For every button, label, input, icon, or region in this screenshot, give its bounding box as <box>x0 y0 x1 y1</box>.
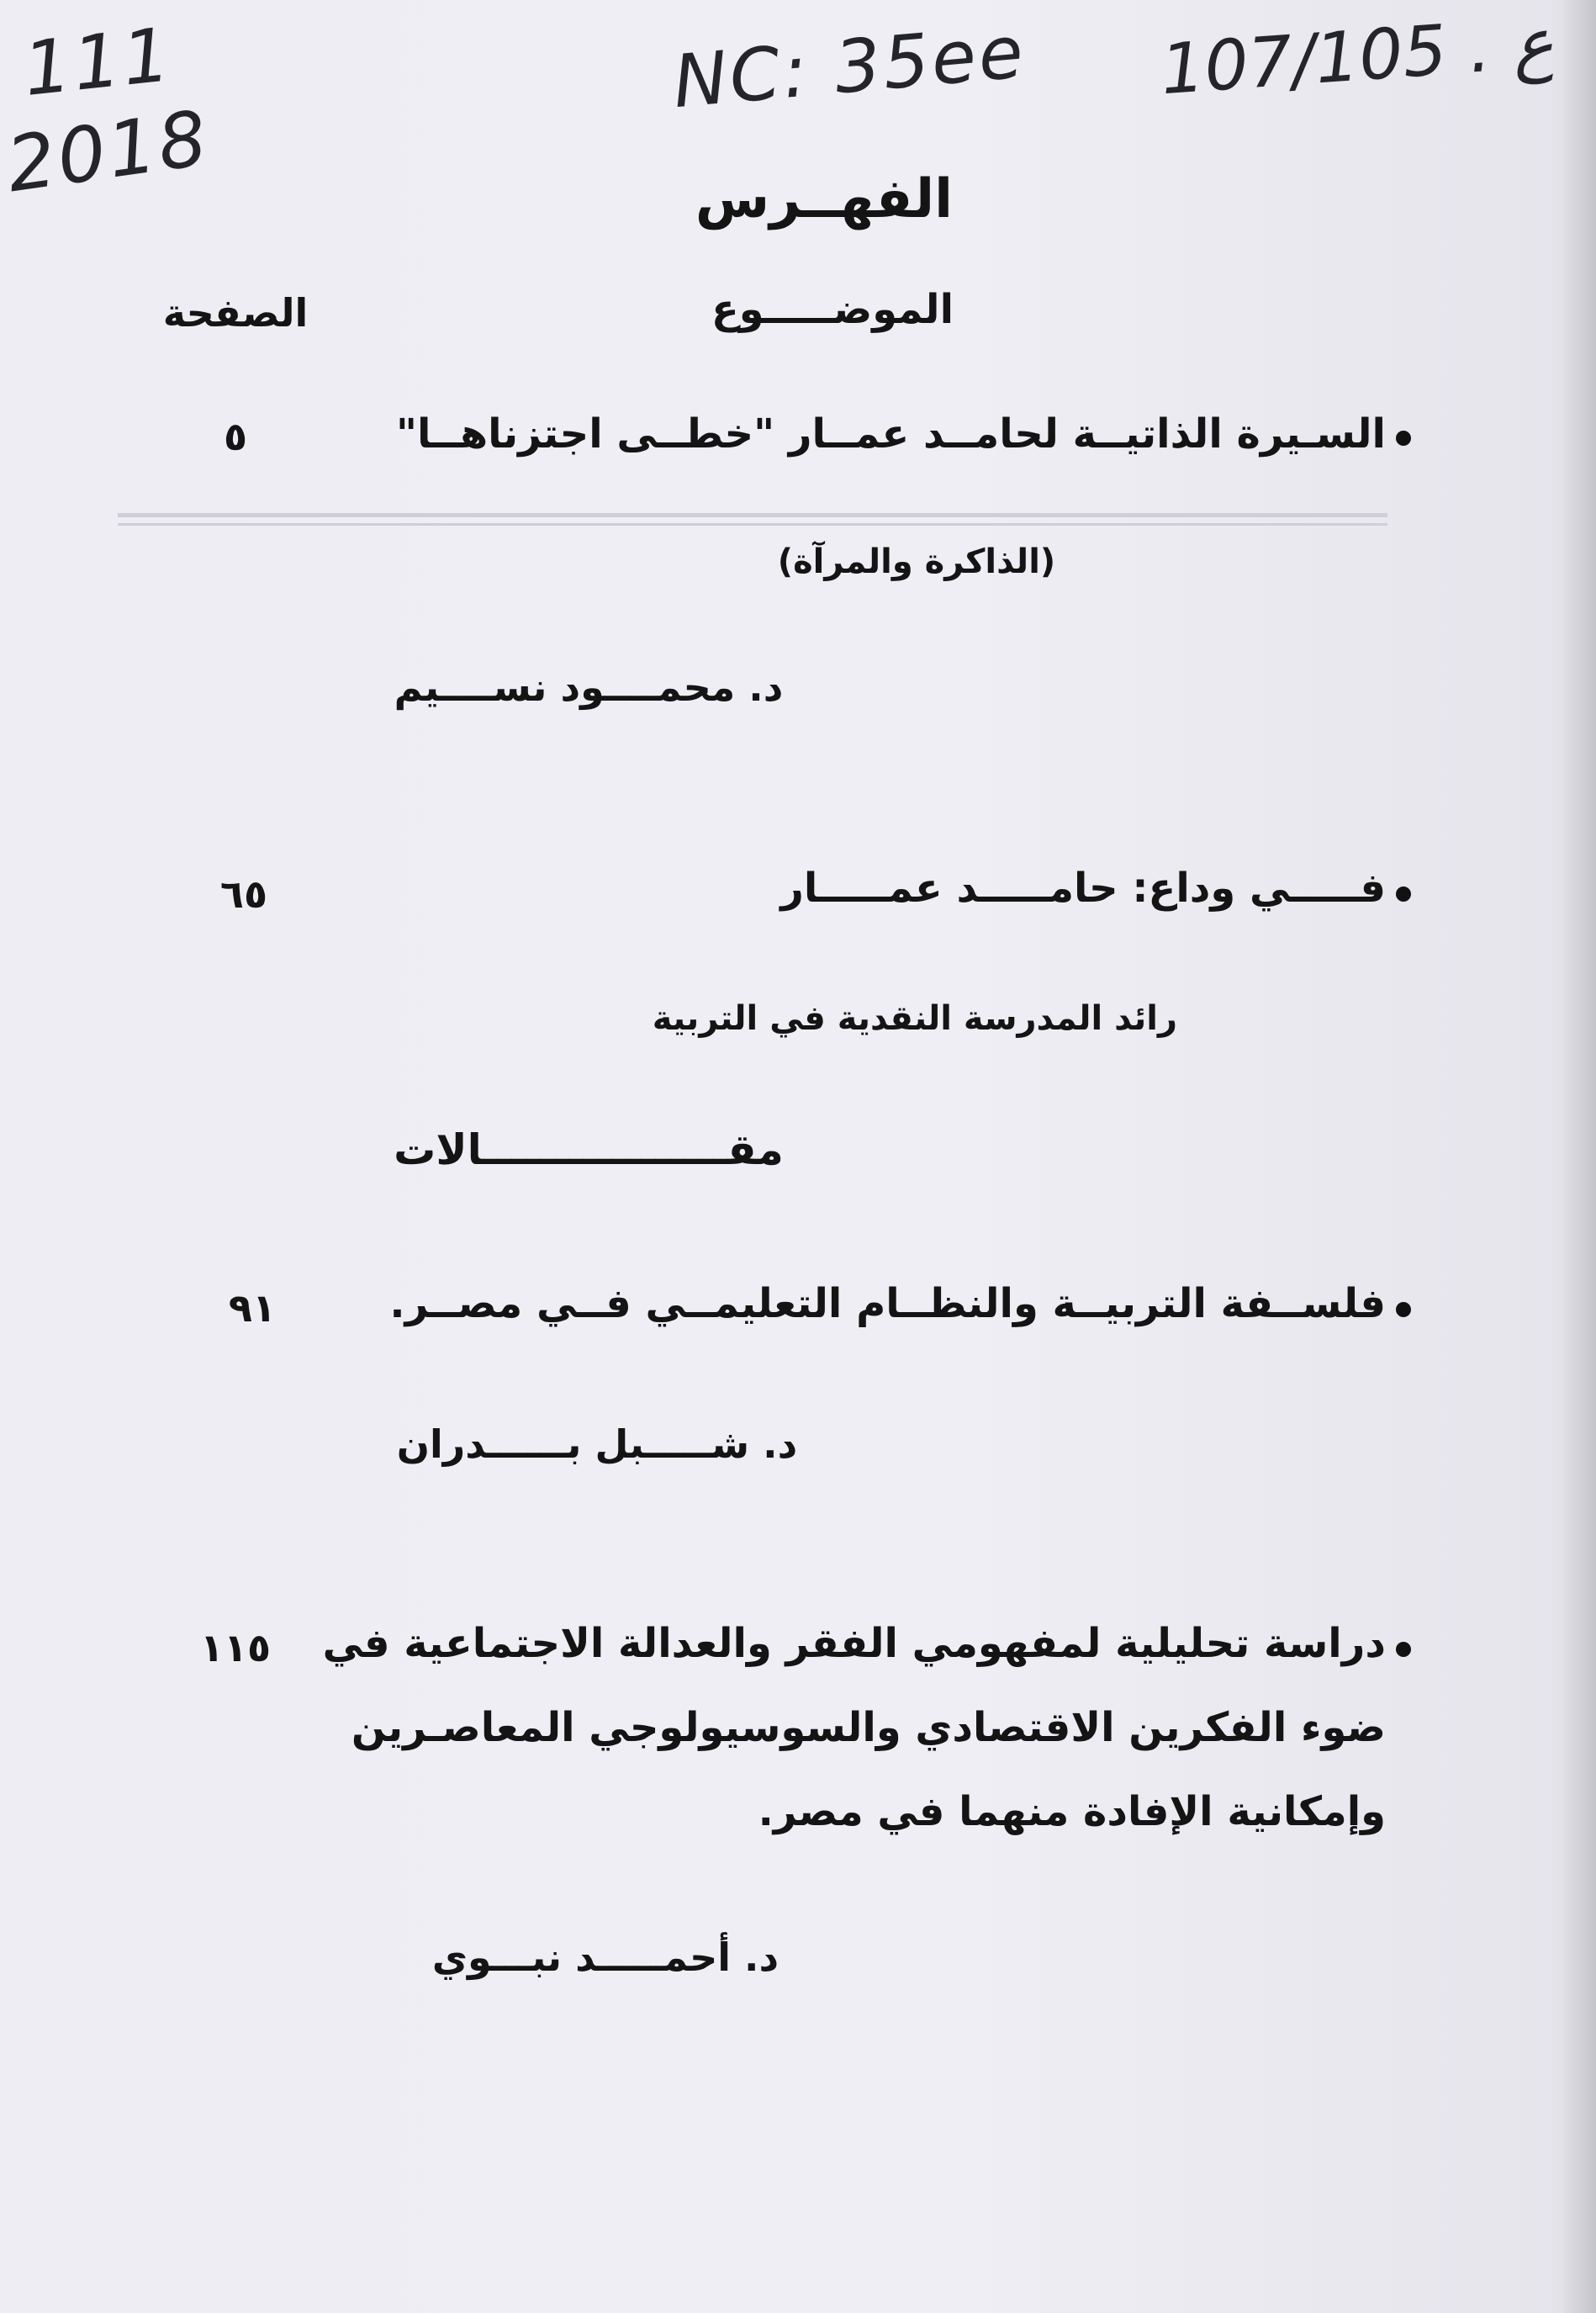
toc-entry-author: د. محمــــود نســــيم <box>394 664 784 710</box>
toc-entry-title: فـــــي وداع: حامـــــد عمـــــار <box>780 865 1386 912</box>
toc-entry-title-line: دراسة تحليلية لمفهومي الفقر والعدالة الاجتماعية في <box>322 1620 1386 1667</box>
section-heading: مقـــــــــــــــــالات <box>394 1125 784 1174</box>
toc-entry-title-line: ضوء الفكرين الاقتصادي والسوسيولوجي المعاصـرين <box>351 1704 1386 1751</box>
toc-entry-author: د. شـــــبل بــــــدران <box>396 1421 798 1467</box>
toc-entry-author: د. أحمـــــد نبـــوي <box>431 1935 780 1980</box>
show-through-rule <box>118 513 1387 517</box>
column-header-page: الصفحة <box>162 290 309 336</box>
toc-entry-page: ٥ <box>223 414 248 459</box>
page-title: الفهــرس <box>695 168 954 230</box>
toc-entry-title: السـيرة الذاتيــة لحامــد عمــار "خطــى اجتزناهــا" <box>395 410 1386 458</box>
bullet-icon <box>1396 1302 1411 1317</box>
column-header-topic: الموضـــــوع <box>711 286 954 333</box>
toc-entry-page: ٩١ <box>228 1285 277 1331</box>
handwritten-note-top-right: 107/105 . ع <box>1158 3 1556 111</box>
bullet-icon <box>1396 887 1411 902</box>
toc-entry-page: ١١٥ <box>199 1625 272 1670</box>
toc-entry-subtitle: رائد المدرسة النقدية في التربية <box>652 999 1177 1038</box>
handwritten-call-number: NC: 35ee <box>669 9 1029 125</box>
bullet-icon <box>1396 431 1411 446</box>
toc-entry-subtitle: (الذاكرة والمرآة) <box>777 543 1056 581</box>
toc-entry-page: ٦٥ <box>219 871 268 917</box>
handwritten-note-top-left: 111 <box>19 11 177 113</box>
toc-entry-title-line: وإمكانية الإفادة منهما في مصر. <box>758 1788 1386 1835</box>
show-through-rule <box>118 523 1387 526</box>
page-edge-shadow <box>1562 0 1596 2313</box>
handwritten-note-year: 2018 <box>1 93 215 210</box>
toc-entry-title: فلســفة التربيــة والنظــام التعليمــي فــي مصــر. <box>389 1280 1386 1327</box>
bullet-icon <box>1396 1642 1411 1657</box>
